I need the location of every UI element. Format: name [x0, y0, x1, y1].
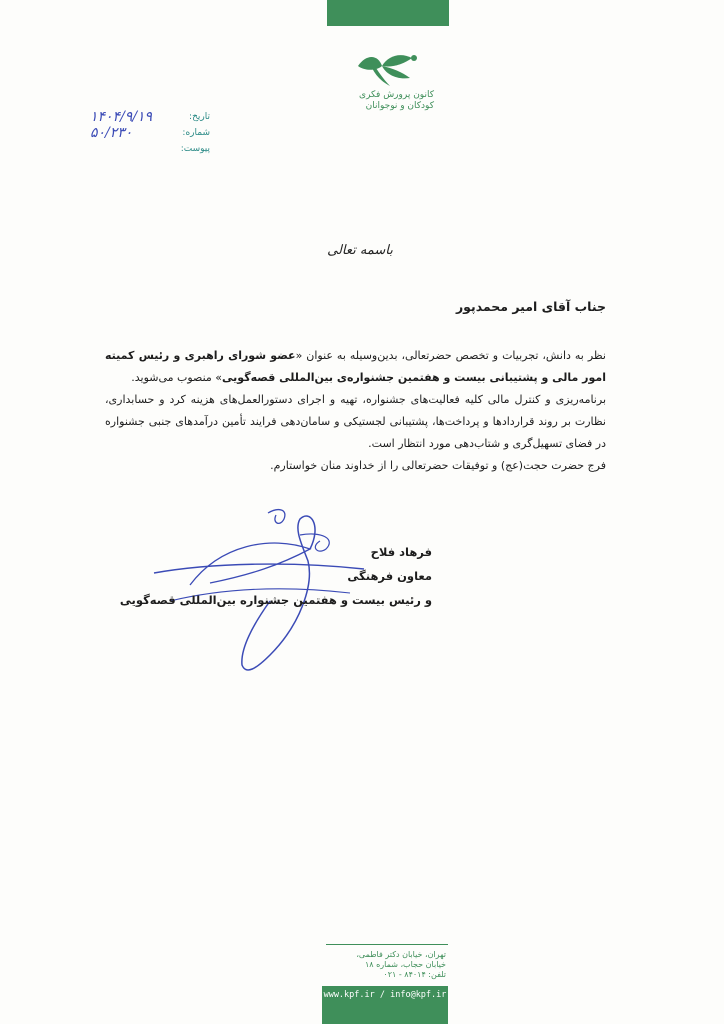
- number-label: شماره:: [182, 128, 210, 138]
- signatory-title: معاون فرهنگی: [347, 569, 432, 583]
- paragraph-appointment: [105, 345, 606, 389]
- appointment-tail: » منصوب می‌شوید.: [131, 371, 223, 384]
- signatory-role: و رئیس بیست و هفتمین جشنواره بین‌المللی قصه‌گویی: [119, 593, 432, 607]
- website-email: www.kpf.ir / info@kpf.ir: [323, 990, 447, 1000]
- letter-meta: [90, 109, 210, 160]
- basmala: باسمه تعالی: [327, 243, 393, 258]
- date-label: تاریخ:: [189, 112, 210, 122]
- paragraph-duties: برنامه‌ریزی و کنترل مالی کلیه فعالیت‌های جشنواره، تهیه و اجرای دستورالعمل‌های هزینه کرد و حسابداری، نظارت بر روند قراردادها و پرداخت‌ها، پشتیبانی لجستیکی و سامان‌دهی فرایند تأمین درآمدهای جنبی جشنواره در فضای تسهیل‌گری و شتاب‌دهی مورد انتظار است.: [105, 393, 606, 450]
- date-value: ۱۴۰۴/۹/۱۹: [90, 109, 153, 125]
- phone-number: تلفن: ۸۴۰۱۴ - ۰۲۱: [383, 970, 446, 979]
- header-color-band: [327, 0, 449, 26]
- footer-address: [318, 950, 446, 980]
- attachment-label: پیوست:: [180, 144, 210, 154]
- org-name: [344, 90, 434, 112]
- appointment-lead: نظر به دانش، تجربیات و تخصص حضرتعالی، بدین‌وسیله به عنوان «: [295, 349, 606, 362]
- footer-divider: [326, 944, 448, 945]
- org-logo: [344, 50, 434, 124]
- org-name-line1: کانون پرورش فکری: [359, 90, 434, 100]
- address-line2: خیابان حجاب، شماره ۱۸: [364, 960, 446, 969]
- footer-color-band: [322, 986, 448, 1024]
- appointment-title: عضو شورای راهبری و رئیس کمیته امور مالی و پشتیبانی بیست و هفتمین جشنواره‌ی بین‌المللی قصه‌گویی: [105, 349, 606, 384]
- signatory-name: فرهاد فلاح: [370, 545, 432, 559]
- paragraph-closing: فرج حضرت حجت(عج) و توفیقات حضرتعالی را از خداوند منان خواستارم.: [270, 459, 606, 472]
- org-name-line2: کودکان و نوجوانان: [365, 101, 434, 111]
- letter-body: [105, 345, 606, 477]
- kanoon-logo-icon: [352, 50, 426, 90]
- address-line1: تهران، خیابان دکتر فاطمی،: [356, 950, 446, 959]
- signatory-block: [119, 540, 432, 612]
- number-value: ۵۰/۲۳۰: [90, 125, 133, 141]
- salutation: جناب آقای امیر محمدپور: [455, 299, 606, 314]
